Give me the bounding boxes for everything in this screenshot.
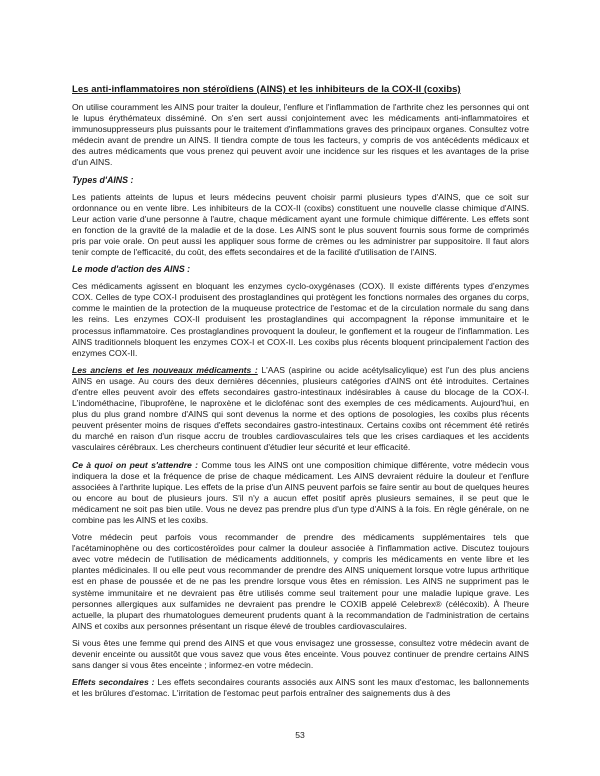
effets-body: Les effets secondaires courants associés aux AINS sont les maux d'estomac, les ballonnements et les brûlures d'estomac. L'irritation de l'estomac peut parfois entraîner des saignements dus à des xyxy=(72,677,530,699)
anciens-body: L'AAS (aspirine ou acide acétylsalicylique) est l'un des plus anciens AINS en usage. Au cours des deux dernières décennies, plusieurs catégories d'AINS ont été introduites. Certaines d'entre elles peuvent avoir des effets secondaires gastro-intestinaux indésirables à cause du blocage de la COX-I. L'indométhacine, l'ibuprofène, le naproxène et le diclofénac sont des exemples de ces médicaments. Aujourd'hui, en plus du plus grand nombre d'AINS qui sont devenus la norme et des options de posologies, les coxibs plus récents peuvent présenter moins de risques d'effets secondaires gastro-intestinaux. Certains coxibs ont récemment été retirés du marché en raison d'un risque accru de troubles cardiovasculaires tels que les crises cardiaques et les accidents vasculaires cérébraux. Les chercheurs continuent d'étudier leur sécurité et leur efficacité. xyxy=(72,364,529,453)
anciens-lead: Les anciens et les nouveaux médicaments : xyxy=(72,364,258,375)
grossesse-paragraph: Si vous êtes une femme qui prend des AINS et que vous envisagez une grossesse, consultez votre médecin avant de devenir enceinte ou aussitôt que vous savez que vous êtes enceinte. Vous pouvez continuer de prendre certains AINS sans danger si vous êtes enceinte ; informez-en votre médecin. xyxy=(72,637,529,671)
section-title: Les anti-inflammatoires non stéroïdiens (AINS) et les inhibiteurs de la COX-II (coxibs) xyxy=(72,84,461,95)
types-paragraph: Les patients atteints de lupus et leurs médecins peuvent choisir parmi plusieurs types d'AINS, que ce soit sur ordonnance ou en vente libre. Les inhibiteurs de la COX-II (coxibs) constituent une nouvelle classe chimique d'AINS. Leur action varie d'une personne à l'autre, chaque médicament ayant une formule chimique différente. Les effets sont en fonction de la gravité de la maladie et de la dose. Les AINS sont le plus souvent fournis sous forme de comprimés pris par voie orale. On peut aussi les appliquer sous forme de crèmes ou les administrer par suppositoire. Il faut alors tenir compte de l'efficacité, du coût, des effets secondaires et de la facilité d'utilisation de l'AINS. xyxy=(72,191,529,258)
medecin-paragraph: Votre médecin peut parfois vous recommander de prendre des médicaments supplémentaires tels que l'acétaminophène ou des corticostéroïdes pour calmer la douleur associée à l'inflammation active. Discutez toujours avec votre médecin de l'utilisation de médicaments additionnels, y compris les médicaments en vente libre et les plantes médicinales. Il ou elle peut vous recommander de prendre des AINS uniquement lorsque votre lupus arthritique est en phase de poussée et de ne pas les prendre lorsque vous êtes en rémission. Les AINS ne suppriment pas le système immunitaire et ne devraient pas être utilisés comme seul traitement pour une maladie lupique grave. Les personnes allergiques aux sulfamides ne devraient pas prendre le COXIB appelé Celebrex® (célécoxib). À l'heure actuelle, la plupart des rhumatologues demeurent prudents quant à la recommandation de l'administration de certains AINS et coxibs aux personnes présentant un risque élevé de troubles cardiovasculaires. xyxy=(72,532,529,631)
effets-lead: Effets secondaires : xyxy=(72,677,155,688)
anciens-paragraph xyxy=(72,365,529,454)
attendre-lead: Ce à quoi on peut s'attendre : xyxy=(72,459,199,470)
mode-heading: Le mode d'action des AINS : xyxy=(72,264,191,275)
mode-paragraph: Ces médicaments agissent en bloquant les enzymes cyclo-oxygénases (COX). Il existe différents types d'enzymes COX. Celles de type COX-I produisent des prostaglandines qui protègent les fonctions normales des organes du corps, comme le maintien de la protection de la muqueuse protectrice de l'estomac et de la circulation normale du sang dans les reins. Les enzymes COX-II produisent les prostaglandines qui accompagnent la réponse immunitaire et le processus inflammatoire. Ces prostaglandines provoquent la douleur, le gonflement et la rougeur de l'inflammation. Les AINS traditionnels bloquent les enzymes COX-I et COX-II. Les coxibs plus récents bloquent principalement l'action des enzymes COX-II. xyxy=(72,281,529,358)
page-content xyxy=(72,84,529,705)
attendre-body: Comme tous les AINS ont une composition chimique différente, votre médecin vous indiquera la dose et la fréquence de prise de chaque médicament. Les AINS devraient réduire la douleur et l'enflure associées à l'arthrite lupique. Les effets de la prise d'un AINS peuvent parfois se faire sentir au bout de quelques heures ou encore au bout de plusieurs jours. S'il n'y a aucun effet positif après plusieurs semaines, il se peut que le médicament ne soit pas bien utile. Vous ne devez pas prendre plus d'un type d'AINS à la fois. En règle générale, on ne combine pas les AINS et les coxibs. xyxy=(72,459,529,525)
intro-paragraph: On utilise couramment les AINS pour traiter la douleur, l'enflure et l'inflammation de l'arthrite chez les personnes qui ont le lupus érythémateux disséminé. On s'en sert aussi conjointement avec les médicaments anti-inflammatoires et immunosuppresseurs plus puissants pour le traitement d'inflammations graves des principaux organes. Consultez votre médecin avant de prendre un AINS. Il tiendra compte de tous les facteurs, y compris de vos antécédents médicaux et des autres médicaments que vous prenez qui peuvent avoir une incidence sur les risques et les avantages de la prise d'un AINS. xyxy=(72,102,529,168)
effets-paragraph xyxy=(72,677,529,699)
attendre-paragraph xyxy=(72,460,529,527)
page-number: 53 xyxy=(295,730,305,740)
types-heading: Types d'AINS : xyxy=(72,174,134,185)
